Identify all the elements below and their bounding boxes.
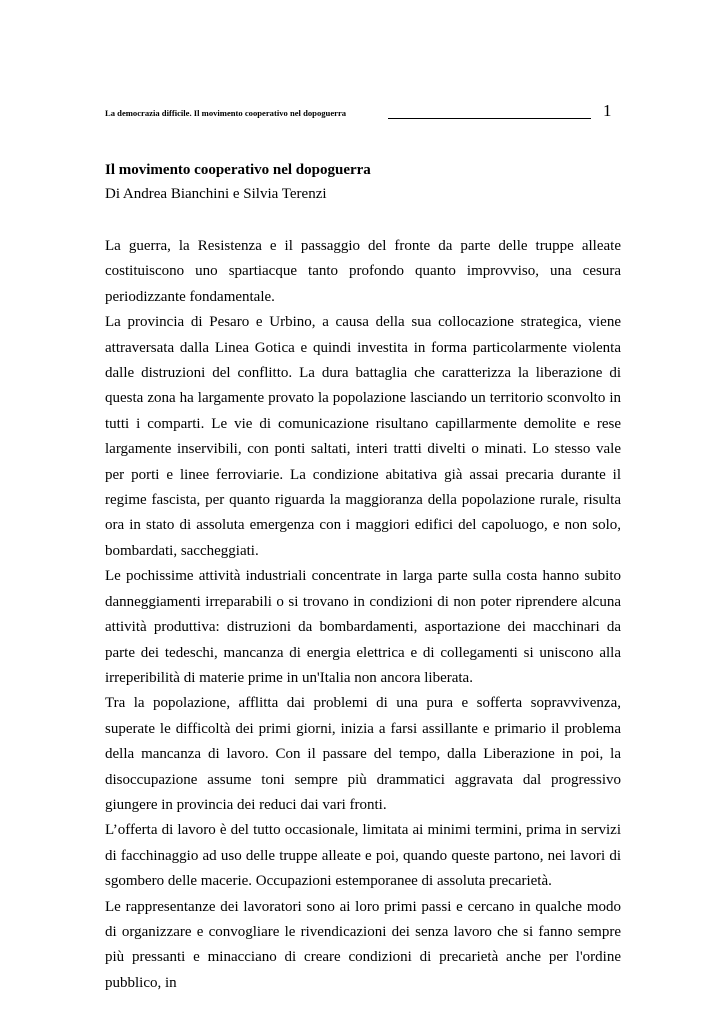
document-authors: Di Andrea Bianchini e Silvia Terenzi (105, 186, 327, 202)
running-header-title: La democrazia difficile. Il movimento cooperativo nel dopoguerra (105, 108, 347, 118)
paragraph: La provincia di Pesaro e Urbino, a causa della sua collocazione strategica, viene attraversata dalla Linea Gotica e quindi investita in forma particolarmente violenta dalle distruzioni del conflitto. La dura battaglia che caratterizza la liberazione di questa zona ha largamente provato la popolazione lasciando un territorio sconvolto in tutti i comparti. Le vie di comunicazione risultano capillarmente demolite e rese largamente inservibili, con ponti saltati, interi tratti divelti o minati. Lo stesso vale per porti e linee ferroviarie. La condizione abitativa già assai precaria durante il regime fascista, per quanto riguarda la maggioranza della popolazione rurale, risulta ora in stato di assoluta emergenza con i maggiori edifici del capoluogo, e non solo, bombardati, saccheggiati. (105, 314, 621, 559)
paragraph: Le pochissime attività industriali concentrate in larga parte sulla costa hanno subito danneggiamenti irreparabili o si trovano in condizioni di non poter riprendere alcuna attività produttiva: distruzioni da bombardamenti, asportazione dei macchinari da parte dei tedeschi, mancanza di energia elettrica e di collegamenti si uniscono alla irreperibilità di materie prime in un'Italia non ancora liberata. (105, 568, 621, 686)
page-number: 1 (603, 101, 612, 120)
paragraph: Le rappresentanze dei lavoratori sono ai loro primi passi e cercano in qualche modo di organizzare e convogliare le rivendicazioni dei senza lavoro che si fanno sempre più pressanti e minacciano di creare condizioni di precarietà anche per l'ordine pubblico, in (105, 898, 621, 991)
paragraph: L’offerta di lavoro è del tutto occasionale, limitata ai minimi termini, prima in servizi di facchinaggio ad uso delle truppe alleate e poi, quando queste partono, nei lavori di sgombero delle macerie. Occupazioni estemporanee di assoluta precarietà. (105, 822, 621, 890)
paragraph: Tra la popolazione, afflitta dai problemi di una pura e sofferta sopravvivenza, superate le difficoltà dei primi giorni, inizia a farsi assillante e primario il problema della mancanza di lavoro. Con il passare del tempo, dalla Liberazione in poi, la disoccupazione assume toni sempre più drammatici aggravata dal progressivo giungere in provincia dei reduci dai vari fronti. (105, 695, 621, 813)
header-rule (388, 118, 591, 119)
body-text (105, 234, 621, 996)
running-header (105, 101, 615, 126)
document-title: Il movimento cooperativo nel dopoguerra (105, 162, 371, 178)
paragraph: La guerra, la Resistenza e il passaggio del fronte da parte delle truppe alleate costituiscono uno spartiacque tanto profondo quanto improvviso, una cesura periodizzante fondamentale. (105, 238, 621, 305)
